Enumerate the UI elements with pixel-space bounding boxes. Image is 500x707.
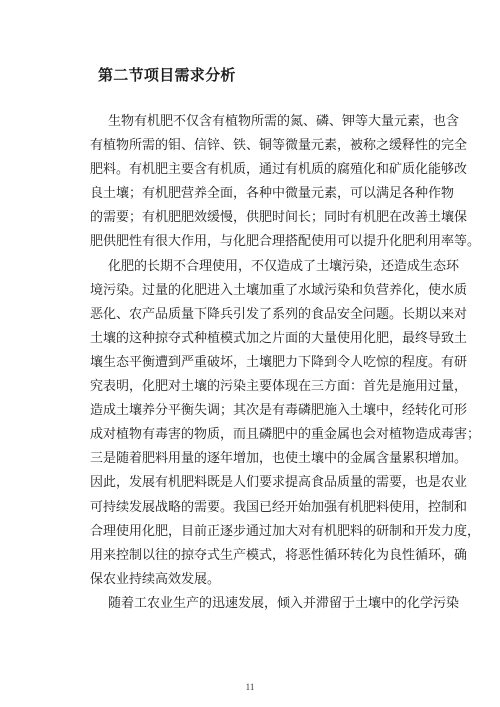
text-line: 因此，发展有机肥料既是人们要求提高食品质量的需要，也是农业 (90, 475, 468, 491)
text-line: 肥供肥性有很大作用，与化肥合理搭配使用可以提升化肥利用率等。 (90, 234, 481, 250)
text-line: 良土壤；有机肥营养全面，各种中微量元素，可以满足各种作物 (90, 186, 455, 202)
text-line: 成对植物有毒害的物质，而且磷肥中的重金属也会对植物造成毒害； (90, 427, 481, 443)
text-line: 随着工农业生产的迅速发展，倾入并滞留于土壤中的化学污染 (108, 595, 460, 611)
page-number: 11 (245, 682, 255, 692)
text-line: 三是随着肥料用量的逐年增加，也使土壤中的金属含量累积增加。 (90, 451, 468, 467)
text-line: 恶化、农产品质量下降兵引发了系列的食品安全问题。长期以来对 (90, 306, 468, 322)
text-line: 究表明，化肥对土壤的污染主要体现在三方面：首先是施用过量， (90, 379, 468, 395)
paragraph-1 (90, 110, 481, 255)
text-line: 化肥的长期不合理使用，不仅造成了土壤污染，还造成生态环 (108, 258, 460, 274)
text-line: 肥料。有机肥主要含有机质，通过有机质的腐殖化和矿质化能够改 (90, 162, 468, 178)
section-heading: 第二节项目需求分析 (98, 66, 236, 84)
text-line: 保农业持续高效发展。 (90, 571, 221, 587)
text-line: 造成土壤养分平衡失调；其次是有毒磷肥施入土壤中，经转化可形 (90, 403, 468, 419)
body-text (90, 110, 481, 616)
text-line: 土壤的这种掠夺式种植模式加之片面的大量使用化肥，最终导致土 (90, 330, 468, 346)
text-line: 用来控制以往的掠夺式生产模式，将恶性循环转化为良性循环，确 (90, 547, 468, 563)
text-line: 壤生态平衡遭到严重破坏，土壤肥力下降到令人吃惊的程度。有研 (90, 354, 468, 370)
text-line: 可持续发展战略的需要。我国已经开始加强有机肥料使用，控制和 (90, 499, 468, 515)
text-line: 合理使用化肥，目前正逐步通过加大对有机肥料的研制和开发力度， (90, 523, 481, 539)
text-line: 生物有机肥不仅含有植物所需的氮、磷、钾等大量元素，也含 (108, 114, 460, 129)
text-line: 有植物所需的钼、信锌、铁、铜等微量元素，被称之缓释性的完全 (90, 138, 468, 154)
text-line: 的需要；有机肥肥效缓慢，供肥时间长；同时有机肥在改善土壤保 (90, 210, 468, 226)
paragraph-3 (90, 592, 460, 616)
text-line: 境污染。过量的化肥进入土壤加重了水域污染和负营养化，使水质 (90, 282, 468, 298)
paragraph-2 (90, 255, 481, 592)
